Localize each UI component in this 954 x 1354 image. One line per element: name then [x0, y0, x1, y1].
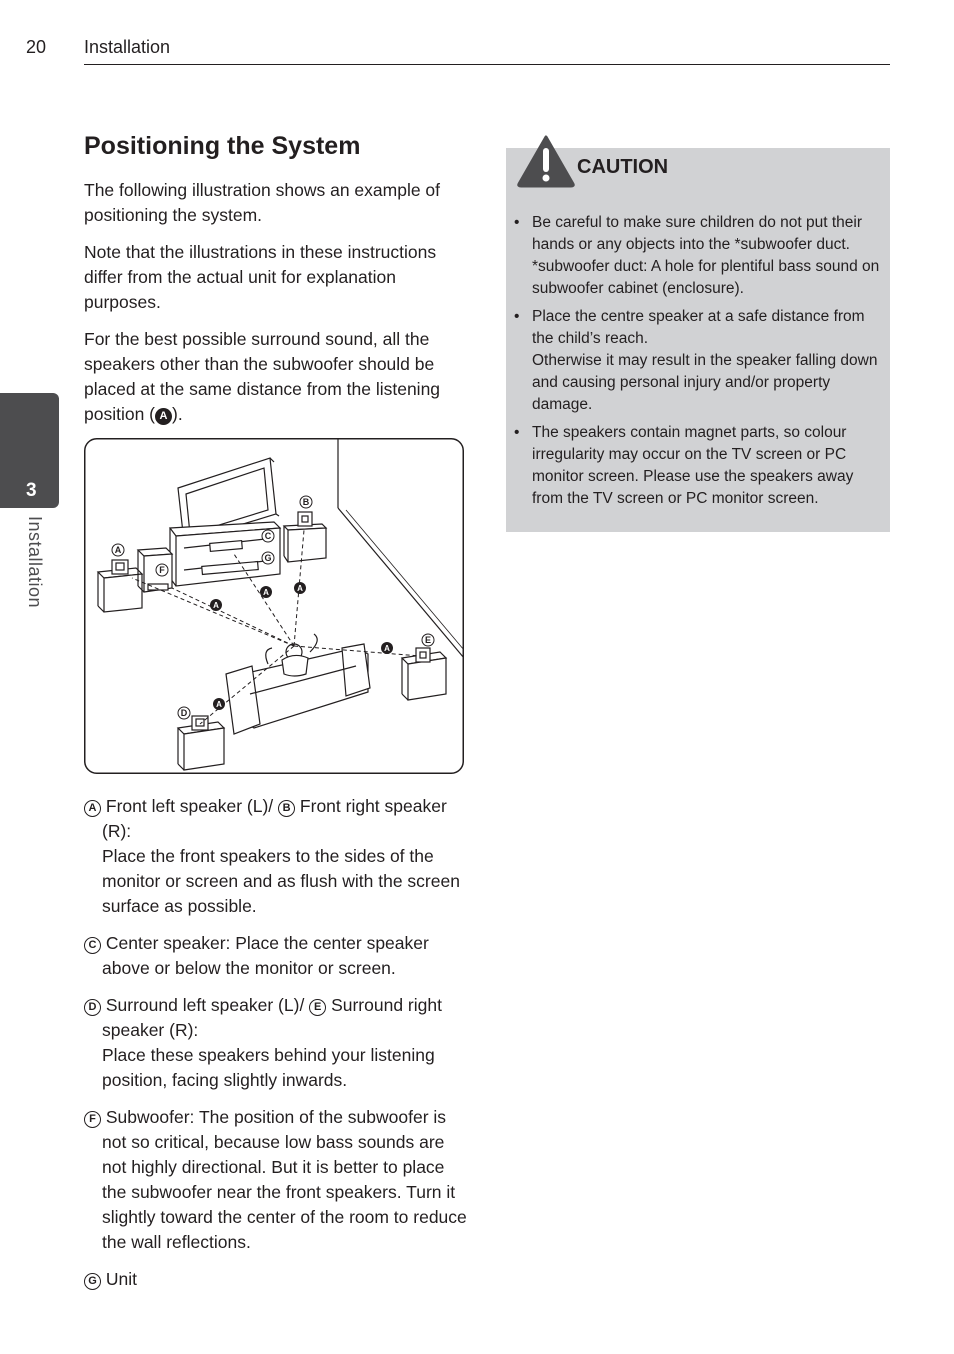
distance-label-4: A [384, 644, 390, 653]
legend-item-front [84, 794, 472, 919]
intro-paragraph-3-text: For the best possible surround sound, all the speakers other than the subwoofer should be placed at the same distance from the listening position ( [84, 329, 441, 424]
bullet-1: • [514, 214, 520, 231]
caution-item-2 [506, 306, 890, 416]
label-d: D [180, 708, 188, 718]
distance-label-5: A [216, 700, 222, 709]
legend-item-surround [84, 993, 472, 1093]
legend-subwoofer-text: Subwoofer: The position of the subwoofer is not so critical, because low bass sounds are not highly directional. But it is better to place the subwoofer near the front speakers. Turn it slightly toward the center of the room to reduce the wall reflections. [102, 1107, 467, 1252]
header-divider [84, 64, 890, 65]
page-number: 20 [26, 37, 47, 57]
speaker-placement-illustration [84, 438, 464, 774]
label-b: B [302, 497, 310, 507]
legend-surround-right-text: Surround right speaker (R): [102, 995, 442, 1040]
label-f: F [159, 565, 165, 575]
caution-list [506, 212, 890, 516]
bullet-3: • [514, 424, 520, 441]
header-section-title: Installation [84, 37, 171, 57]
legend-front-left-text: Front left speaker (L)/ [105, 796, 274, 816]
speaker-legend [84, 794, 472, 1304]
legend-marker-d: D [84, 999, 101, 1016]
bullet-2: • [514, 308, 520, 325]
listening-position-marker: A [155, 408, 172, 425]
front-left-speaker [98, 560, 142, 612]
chapter-tab-label: Installation [25, 516, 45, 609]
intro-paragraph-2: Note that the illustrations in these instructions differ from the actual unit for explanation purposes. [84, 242, 437, 312]
front-right-speaker [284, 512, 326, 562]
legend-front-right-text: Front right speaker (R): [102, 796, 447, 841]
legend-unit-text: Unit [105, 1269, 137, 1289]
caution-item-1-line-2: *subwoofer duct: A hole for plentiful bass sound on subwoofer cabinet (enclosure). [532, 258, 880, 297]
caution-item-3-text: The speakers contain magnet parts, so colour irregularity may occur on the TV screen or PC monitor screen. Please use the speakers away from the TV screen or PC monitor screen. [532, 424, 854, 507]
legend-marker-c: C [84, 937, 101, 954]
legend-item-center [84, 931, 472, 981]
intro-column [84, 128, 472, 439]
label-a: A [114, 545, 122, 555]
caution-item-1 [506, 212, 890, 300]
warning-icon [516, 134, 576, 188]
legend-center-text: Center speaker: Place the center speaker above or below the monitor or screen. [102, 933, 429, 978]
intro-paragraph-1: The following illustration shows an example of positioning the system. [84, 180, 441, 225]
surround-left-speaker [178, 716, 224, 770]
legend-item-unit [84, 1267, 472, 1292]
distance-label-3: A [297, 584, 303, 593]
legend-marker-f: F [84, 1111, 101, 1128]
intro-paragraph-3-end: ). [172, 404, 183, 424]
legend-marker-g: G [84, 1273, 101, 1290]
caution-title: CAUTION [577, 156, 669, 178]
intro-paragraph-3 [84, 327, 472, 427]
room-floor-edge [338, 508, 464, 658]
distance-label-1: A [213, 601, 219, 610]
legend-marker-a: A [84, 800, 101, 817]
caution-item-2-line-1: Place the centre speaker at a safe distance from the child’s reach. [532, 308, 865, 347]
legend-surround-left-text: Surround left speaker (L)/ [105, 995, 305, 1015]
legend-item-subwoofer [84, 1105, 472, 1255]
legend-marker-e: E [309, 999, 326, 1016]
surround-right-speaker [402, 648, 446, 700]
legend-front-description: Place the front speakers to the sides of the monitor or screen and as flush with the screen surface as possible. [102, 846, 460, 916]
legend-marker-b: B [278, 800, 295, 817]
distance-label-2: A [263, 588, 269, 597]
legend-surround-description: Place these speakers behind your listening position, facing slightly inwards. [102, 1045, 435, 1090]
page-title: Positioning the System [84, 132, 361, 160]
room-floor-edge-inner [346, 510, 464, 650]
caution-item-3 [506, 422, 890, 510]
caution-item-1-line-1: Be careful to make sure children do not put their hands or any objects into the *subwoofer duct. [532, 214, 862, 253]
caution-item-2-line-2: Otherwise it may result in the speaker falling down and causing personal injury and/or property damage. [532, 352, 878, 413]
page-header [0, 0, 954, 70]
chapter-tab-number: 3 [26, 480, 37, 501]
label-g: G [264, 553, 272, 563]
label-c: C [264, 531, 272, 541]
label-e: E [424, 635, 432, 645]
